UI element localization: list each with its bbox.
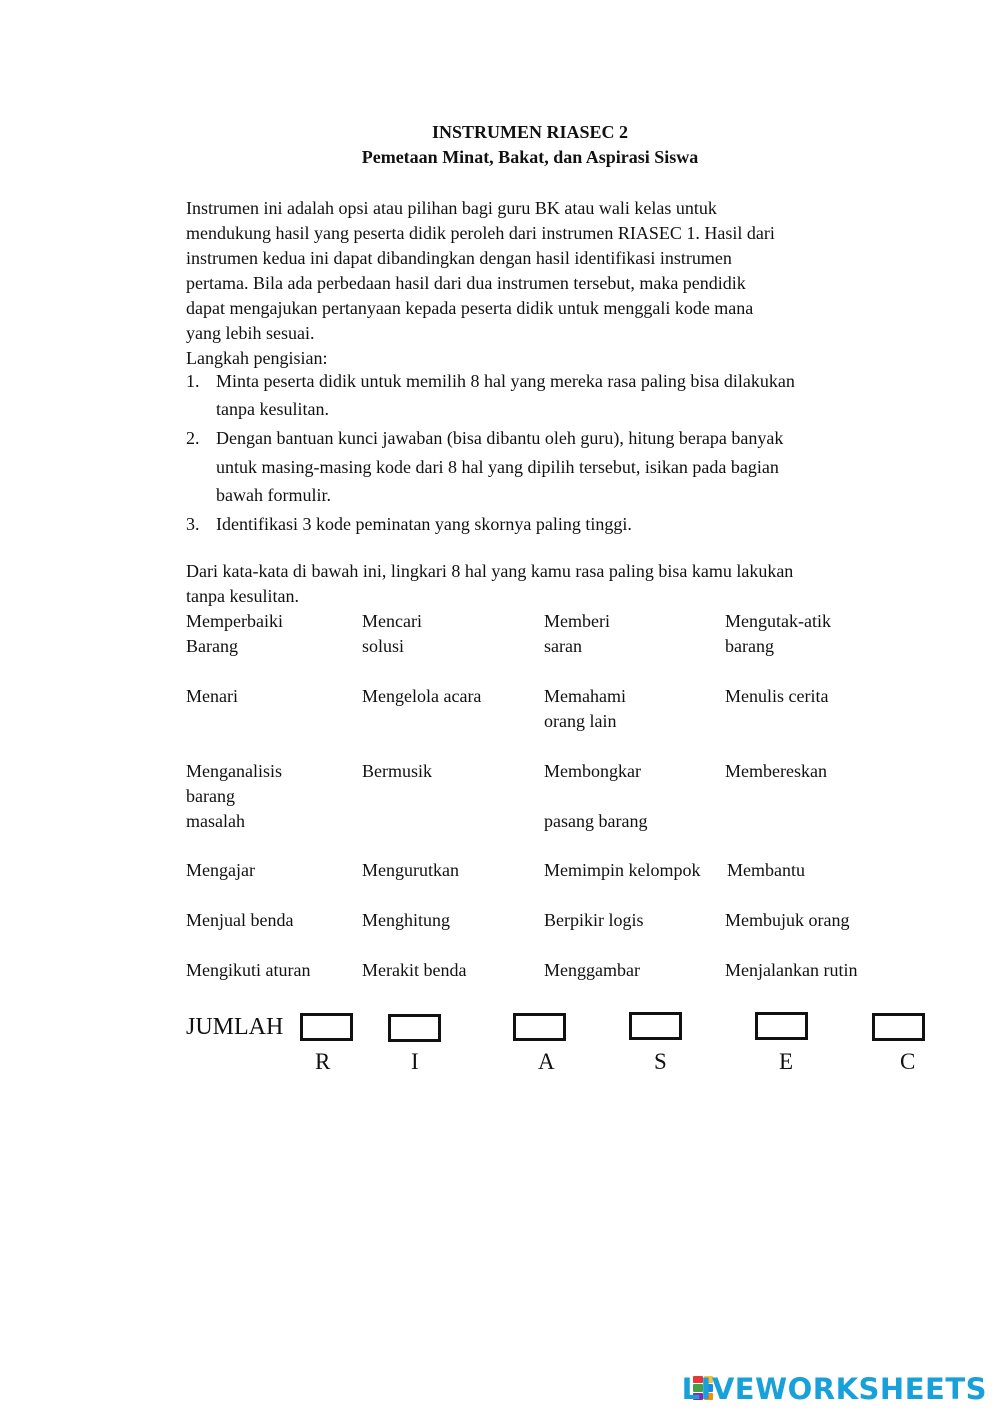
step-line: tanpa kesulitan. [216, 399, 329, 419]
activity-item[interactable]: Barang [186, 636, 238, 656]
activity-item[interactable]: Membantu [727, 860, 805, 880]
activity-item[interactable]: Memberi [544, 611, 610, 631]
activity-item[interactable]: Bermusik [362, 761, 432, 781]
step-number: 3. [186, 514, 200, 534]
activity-item[interactable]: Mengurutkan [362, 860, 459, 880]
activity-item[interactable]: orang lain [544, 711, 617, 731]
page-title: INSTRUMEN RIASEC 2 [431, 122, 629, 142]
activity-item[interactable]: solusi [362, 636, 405, 656]
activity-item[interactable]: Memperbaiki [186, 611, 283, 631]
instruction-line: tanpa kesulitan. [186, 586, 299, 606]
code-letter-i: I [411, 1049, 419, 1074]
step-line: Minta peserta didik untuk memilih 8 hal yang mereka rasa paling bisa dilakukan [216, 371, 795, 391]
step-number: 1. [186, 371, 200, 391]
score-box-r[interactable] [300, 1013, 353, 1041]
intro-line: yang lebih sesuai. [186, 323, 315, 343]
activity-item[interactable]: Menari [186, 686, 238, 706]
activity-item[interactable]: Menggambar [544, 960, 640, 980]
intro-line: instrumen kedua ini dapat dibandingkan dengan hasil identifikasi instrumen [186, 248, 732, 268]
activity-item[interactable]: Mengelola acara [362, 686, 482, 706]
activity-item[interactable]: Merakit benda [362, 960, 467, 980]
activity-item[interactable]: Menganalisis [186, 761, 282, 781]
score-box-i[interactable] [388, 1014, 441, 1042]
score-box-c[interactable] [872, 1013, 925, 1041]
jumlah-label: JUMLAH [186, 1014, 284, 1040]
activity-item[interactable]: Menjual benda [186, 910, 294, 930]
activity-item[interactable]: Membongkar [544, 761, 641, 781]
step-line: Dengan bantuan kunci jawaban (bisa dibantu oleh guru), hitung berapa banyak [216, 428, 784, 448]
activity-item[interactable]: Mencari [362, 611, 422, 631]
step-line: Identifikasi 3 kode peminatan yang skornya paling tinggi. [216, 514, 632, 534]
activity-item[interactable]: saran [544, 636, 582, 656]
liveworksheets-brand: LIVEWORKSHEETS [681, 1372, 987, 1406]
instruction-line: Dari kata-kata di bawah ini, lingkari 8 hal yang kamu rasa paling bisa kamu lakukan [186, 561, 794, 581]
activity-item[interactable]: Membereskan [725, 761, 827, 781]
step-number: 2. [186, 428, 200, 448]
page-subtitle: Pemetaan Minat, Bakat, dan Aspirasi Siswa [361, 147, 699, 167]
activity-item[interactable]: Menjalankan rutin [725, 960, 858, 980]
code-letter-c: C [900, 1049, 916, 1074]
intro-line: dapat mengajukan pertanyaan kepada peserta didik untuk menggali kode mana [186, 298, 754, 318]
activity-item[interactable]: Mengajar [186, 860, 255, 880]
code-letter-e: E [779, 1049, 794, 1074]
activity-item[interactable]: barang [186, 786, 235, 806]
intro-line: pertama. Bila ada perbedaan hasil dari dua instrumen tersebut, maka pendidik [186, 273, 746, 293]
score-box-e[interactable] [755, 1012, 808, 1040]
activity-item[interactable]: Membujuk orang [725, 910, 850, 930]
activity-item[interactable]: Memahami [544, 686, 626, 706]
activity-item[interactable]: Menghitung [362, 910, 450, 930]
activity-item[interactable]: Mengikuti aturan [186, 960, 311, 980]
steps-heading: Langkah pengisian: [186, 348, 328, 368]
activity-item[interactable]: barang [725, 636, 774, 656]
activity-item[interactable]: masalah [186, 811, 245, 831]
code-letter-r: R [315, 1049, 331, 1074]
activity-item[interactable]: pasang barang [544, 811, 648, 831]
intro-line: Instrumen ini adalah opsi atau pilihan bagi guru BK atau wali kelas untuk [186, 198, 717, 218]
activity-item[interactable]: Memimpin kelompok [544, 860, 701, 880]
code-letter-a: A [538, 1049, 555, 1074]
activity-item[interactable]: Menulis cerita [725, 686, 829, 706]
score-box-a[interactable] [513, 1013, 566, 1041]
code-letter-s: S [654, 1049, 667, 1074]
activity-item[interactable]: Mengutak-atik [725, 611, 831, 631]
step-line: bawah formulir. [216, 485, 331, 505]
step-line: untuk masing-masing kode dari 8 hal yang dipilih tersebut, isikan pada bagian [216, 457, 779, 477]
activity-item[interactable]: Berpikir logis [544, 910, 644, 930]
score-box-s[interactable] [629, 1012, 682, 1040]
intro-line: mendukung hasil yang peserta didik peroleh dari instrumen RIASEC 1. Hasil dari [186, 223, 775, 243]
